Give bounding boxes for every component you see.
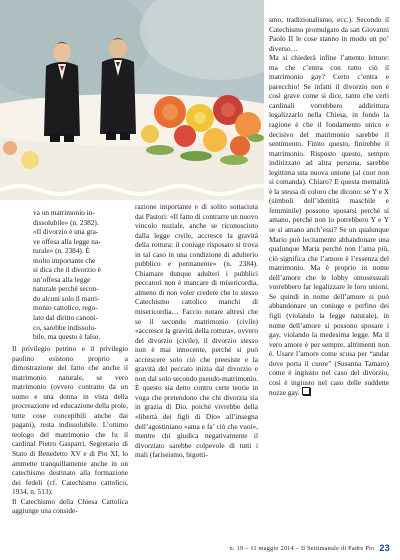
- column-3-body: smo, tradizionalismo, ecc.). Secondo il Catechismo promulgato da san Giovanni Paolo II le cose stanno in modo un po’ diverso… Ma si chiederà infine l’attento lettore: ma che c’entra con tutto ciò il matrimonio gay? Certo c’entra e parecchio! Se infatti il divorzio non è così grave come si dice, tanto che certi cardinali vorrebbero addirittura legalizzarlo nella Chiesa, in fondo la ragione è che il fondamento unico e decisivo del matrimonio sarebbe il sentimento. Finito questo, finirebbe il matrimonio. Risposto questo, sempre indirizzato ad altra persona, sarebbe legittima una nuova unione (al cuor non si comanda). Chiaro? E questa mentalità è la stessa di coloro che dicono: se Y e X (simboli dell’identità maschile e femminile) possono sposarsi perché si amano, perché non lo potrebbero Y e Y se si amano anch’essi? Se un qualunque Mario può lecitamente abbandonare una qualunque Maria perché non l’ama più, ciò significa che l’amore è l’essenza del matrimonio. Ma è proprio in nome dell’amore che le lobby omosessuali vorrebbero far legalizzare le loro unioni. Se quindi in nome dell’amore si può abbandonare un coniuge e perfino dei figli (violando la legge naturale), in nome dell’amore si possono sposare i gay, violando la medesima legge. Ma il vero amore è per sempre, altrimenti non è. Usare l’amore come scusa per “andar dove porta il cuore” (Susanna Tamaro) come è ingiusto nel caso del divorzio, così è ingiusto nel caso delle suddette nozze gay.: [269, 15, 389, 398]
- page-number: 23: [379, 543, 390, 553]
- wedding-cake-photo: [0, 0, 264, 200]
- column-1-bottom-text: Il privilegio petrino e il privilegio paolino esistono proprio a dimostrazione del fatto che anche il matrimonio naturale, se vero matrimonio (ovvero contratto da un uomo e una donna in vista della procreazione ed educazione della prole, tutte cose concepibili anche dai pagani), resta indissolubile. L’ottimo teologo del matrimonio che fu il cardinal Pietro Gasparri, Segretario di Stato di Benedetto XV e di Pio XI, lo ammette tranquillamente anche in un catechismo destinato alla formazione dei fedeli (cf. Catechismo cattolico, 1934, n. 513). Il Catechismo della Chiesa Cattolica aggiunge una conside-: [12, 344, 128, 516]
- column-3-text: [269, 15, 389, 398]
- page-footer: n. 19 – 11 maggio 2014 – Il Settimanale di Padre Pio 23: [229, 543, 390, 553]
- column-1-text: [12, 344, 128, 516]
- column-1-top-text: va un matrimonio in- dissolubile» (n. 2382). «Il divorzio è una gra- ve offesa alla legge na- turale» (n. 2384). È molto importante che si dica che il divorzio è un’offesa alla legge naturale perché secon- do alcuni solo il matri- monio cattolico, rego- lato dal diritto canoni- co, sarebbe indissolu- bile, ma questo è falso.: [33, 208, 101, 342]
- end-of-article-mark: [302, 387, 310, 395]
- column-2-text: razione importante e di solito sottaciuta dai Pastori: «Il fatto di contrarre un nuovo vincolo nuziale, anche se riconosciuto dalla legge civile, accresce la gravità della rottura: il coniuge risposato si trova in tal caso in una condizione di adulterio pubblico e permanente» (n. 2384). Chiamare dunque adulteri i pubblici peccatori non è mancare di misericordia, almeno di non voler credere che lo stesso Catechismo cattolico manchi di misericordia… Faccio notare altresì che se il secondo matrimonio (civile) «accresce la gravità della rottura», ovvero del divorzio (civile), il divorzio stesso non è mai innocente, perché si può accrescere solo ciò che preesiste e la gravità del peccato inizia dal divorzio e non dal solo secondo pseudo-matrimonio. È questo sia detto contro certe teorie in voga che pretendono che chi divorzia sia in grazia di Dio, poiché vivrebbe della «libertà dei figli di Dio» all’insegna dell’agostiniano «ama e fa’ ciò che vuoi», mentre chi giudica negativamente il divorziato sarebbe colpevole di tutti i mali (fariseismo, bigotti-: [135, 202, 259, 460]
- cake-topper-illustration: [0, 0, 264, 200]
- magazine-name: Il Settimanale di Padre Pio: [300, 546, 375, 552]
- issue-info: n. 19 – 11 maggio 2014: [229, 546, 294, 552]
